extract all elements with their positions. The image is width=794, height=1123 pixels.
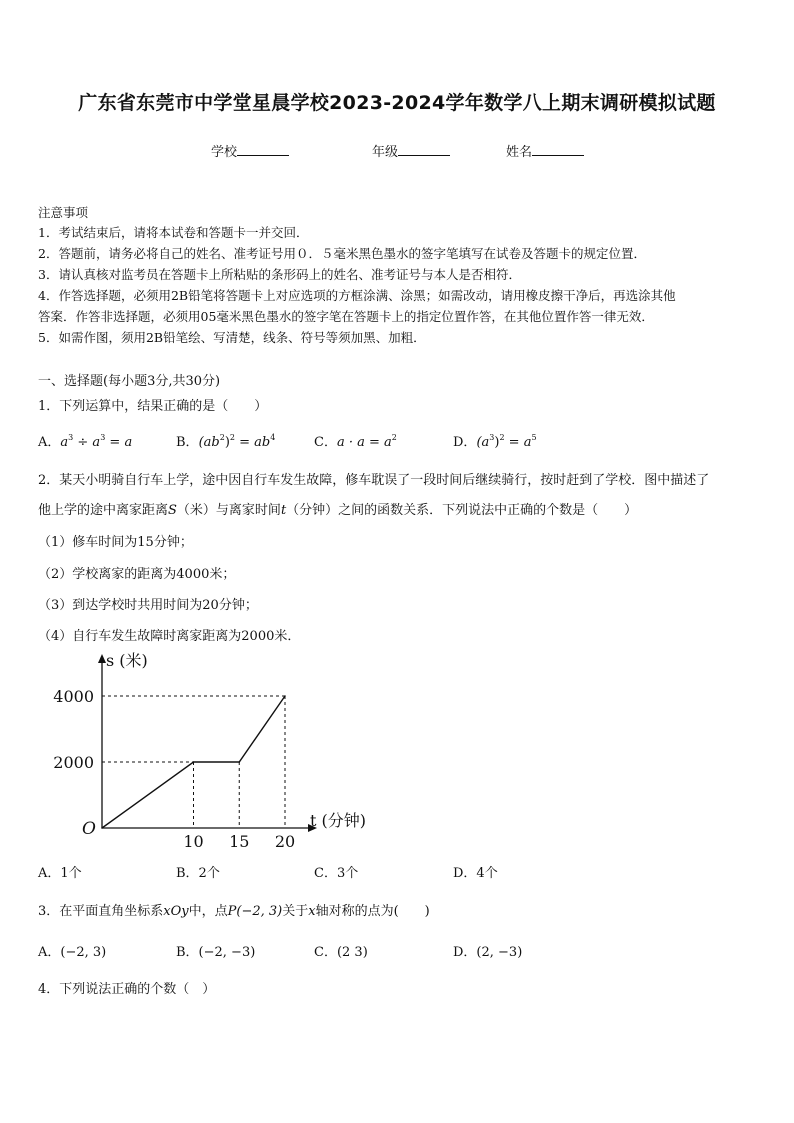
page-title: 广东省东莞市中学堂星晨学校2023-2024学年数学八上期末调研模拟试题 bbox=[78, 92, 716, 114]
y-axis-label: s (米) bbox=[106, 651, 148, 670]
q1-option-b: B．$(ab^2)^2 = ab^4$ bbox=[176, 433, 276, 450]
chart-labels bbox=[53, 651, 366, 850]
grade-blank bbox=[398, 143, 450, 156]
q2-statement-3: （3）到达学校时共用时间为20分钟； bbox=[38, 598, 258, 613]
notice-heading: 注意事项 bbox=[38, 205, 89, 220]
distance-time-chart bbox=[40, 648, 400, 850]
q3-option-a: A．(−2, 3) bbox=[38, 945, 107, 960]
q1-option-d: D．$(a^3)^2 = a^5$ bbox=[453, 433, 537, 450]
name-field bbox=[506, 141, 584, 160]
notice-item-4-cont: 答案．作答非选择题，必须用05毫米黑色墨水的签字笔在答题卡上的指定位置作答，在其他位置作答一律无效． bbox=[38, 309, 654, 324]
school-blank bbox=[237, 143, 289, 156]
grade-field bbox=[372, 141, 450, 160]
notice-item-4: 4．作答选择题，必须用2B铅笔将答题卡上对应选项的方框涂满、涂黑；如需改动，请用橡皮擦干净后，再选涂其他 bbox=[38, 288, 676, 303]
x-tick-label: 20 bbox=[274, 832, 296, 850]
chart-axes bbox=[98, 654, 317, 832]
q2-stem-line-2: 他上学的途中离家距离S（米）与离家时间t（分钟）之间的函数关系．下列说法中正确的个数是（ ） bbox=[38, 503, 638, 518]
q2-statement-1: （1）修车时间为15分钟； bbox=[38, 535, 193, 550]
notice-item-3: 3．请认真核对监考员在答题卡上所粘贴的条形码上的姓名、准考证号与本人是否相符． bbox=[38, 267, 521, 282]
school-label: 学校 bbox=[211, 145, 238, 160]
q1-option-c: C．$a \cdot a = a^2$ bbox=[314, 433, 397, 450]
q2-stem-line-1: 2．某天小明骑自行车上学，途中因自行车发生故障，修车耽误了一段时间后继续骑行，按时赶到了学校．图中描述了 bbox=[38, 473, 710, 488]
y-axis-arrow bbox=[98, 654, 106, 663]
q2-option-d: D．4个 bbox=[453, 866, 498, 881]
q2-statement-2: （2）学校离家的距离为4000米； bbox=[38, 567, 236, 582]
data-point bbox=[238, 761, 240, 763]
data-point bbox=[193, 761, 195, 763]
q3-option-c: C．(2 3) bbox=[314, 945, 368, 960]
q3-option-b: B．(−2, −3) bbox=[176, 945, 256, 960]
notice-item-2: 2．答题前，请务必将自己的姓名、准考证号用０．５毫米黑色墨水的签字笔填写在试卷及答题卡的规定位置． bbox=[38, 246, 646, 261]
school-field bbox=[211, 141, 289, 160]
q2-option-c: C．3个 bbox=[314, 866, 359, 881]
q3-stem: 3．在平面直角坐标系xOy中，点P(−2, 3)关于x轴对称的点为( ) bbox=[38, 904, 430, 919]
q4-stem: 4．下列说法正确的个数（ ） bbox=[38, 982, 216, 997]
x-axis-label: t (分钟) bbox=[310, 811, 367, 830]
data-point bbox=[101, 827, 103, 829]
data-point bbox=[284, 695, 286, 697]
q2-option-a: A．1个 bbox=[38, 866, 82, 881]
grade-label: 年级 bbox=[372, 145, 399, 160]
origin-label: O bbox=[82, 819, 96, 839]
q1-option-a: A．$a^3 \div a^3 = a$ bbox=[38, 433, 133, 450]
q2-option-b: B．2个 bbox=[176, 866, 220, 881]
y-tick-label: 2000 bbox=[53, 753, 94, 772]
y-tick-label: 4000 bbox=[53, 687, 94, 706]
q2-statement-4: （4）自行车发生故障时离家距离为2000米． bbox=[38, 629, 301, 644]
x-tick-label: 15 bbox=[229, 832, 250, 850]
section-heading: 一、选择题(每小题3分,共30分) bbox=[38, 374, 221, 389]
q3-option-d: D．(2, −3) bbox=[453, 945, 523, 960]
notice-item-1: 1．考试结束后，请将本试卷和答题卡一并交回． bbox=[38, 225, 309, 240]
x-tick-label: 10 bbox=[183, 832, 204, 850]
q1-stem: 1．下列运算中，结果正确的是（ ） bbox=[38, 399, 268, 414]
name-blank bbox=[532, 143, 584, 156]
notice-item-5: 5．如需作图，须用2B铅笔绘、写清楚，线条、符号等须加黑、加粗． bbox=[38, 330, 426, 345]
name-label: 姓名 bbox=[506, 145, 533, 160]
